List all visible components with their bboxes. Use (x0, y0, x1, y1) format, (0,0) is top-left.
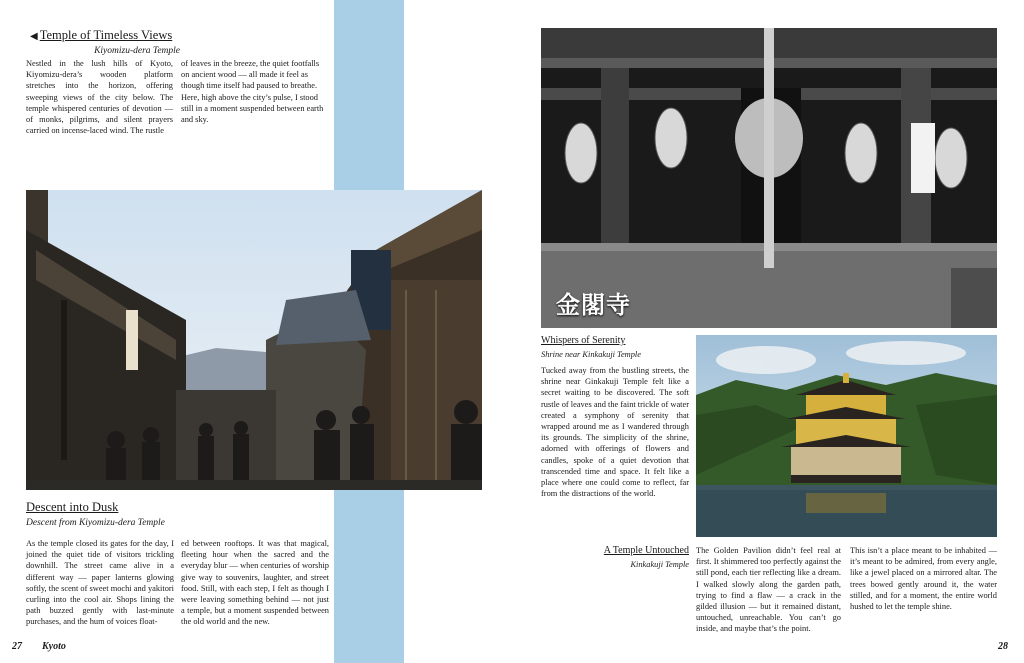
back-arrow-icon[interactable]: ◀ (30, 31, 38, 42)
section3-header (541, 335, 691, 361)
section2-col2 (181, 538, 329, 628)
section4-col2 (850, 545, 997, 612)
section3-subtitle: Shrine near Kinkakuji Temple (541, 350, 641, 359)
section1-title: Temple of Timeless Views (39, 28, 173, 42)
golden-pavilion-photo (696, 335, 997, 537)
section1-title-row[interactable] (30, 28, 180, 44)
shrine-photo (541, 28, 997, 328)
section3-body-text: Tucked away from the bustling streets, the shrine near Ginkakuji Temple felt like a secret waiting to be discovered. The soft rustle of leaves and the faint trickle of water created a symphony of serenity that wrapped around me as I wandered through its grounds. The simplicity of the shrine, adorned with offerings of flowers and candles, spoke of a quiet devotion that transcended time and space. It felt like a place where one could come to reflect, far from the distractions of the world. (541, 366, 689, 499)
section3-title: Whispers of Serenity (541, 335, 626, 346)
section2-header (26, 500, 226, 529)
right-page-number: 28 (998, 641, 1008, 652)
street-dusk-illustration (26, 190, 482, 490)
golden-pavilion-illustration (696, 335, 997, 537)
section4-subtitle: Kinkakuji Temple (630, 560, 689, 569)
section1-subtitle: Kiyomizu-dera Temple (94, 46, 180, 56)
shrine-photo-overlay-text: 金閣寺 (556, 291, 631, 319)
section1-col1 (26, 58, 173, 136)
shrine-lanterns-illustration (541, 28, 997, 328)
section2-col1 (26, 538, 174, 628)
left-page-number: 27 (12, 641, 22, 652)
section4-col1-text: The Golden Pavilion didn’t feel real at first. It shimmered too perfectly against the still pond, each tier reflecting like a dream. I walked slowly along the garden path, trying to find a flaw — a crack in the gilded illusion — but it remained distant, untouched, unreachable. You can’t go inside, and maybe that’s the point. (696, 546, 841, 634)
section1-col2-text: of leaves in the breeze, the quiet footfalls on ancient wood — all made it feel as though time itself had paused to breathe. Here, high above the city’s pulse, I stood still in a moment suspended between earth and sky. (181, 59, 324, 125)
section2-title: Descent into Dusk (26, 500, 119, 514)
section4-col1 (696, 545, 841, 635)
section3-body (541, 365, 689, 499)
section4-title: A Temple Untouched (603, 545, 689, 556)
section2-col2-text: ed between rooftops. It was that magical, fleeting hour when the sacred and the everyday blur — when centuries of worship give way to souvenirs, laughter, and street food. Still, with each step, I felt as though I were leaving something behind — not just a temple, but a moment suspended between the old world and the new. (181, 539, 329, 627)
section2-col1-text: As the temple closed its gates for the day, I joined the quiet tide of visitors trickling downhill. The street came alive in a different way — paper lanterns glowing softly, the scent of sweet mochi and yakitori curling into the cool air. Shops lining the path buzzed gently with last-minute purchases, and the hum of voices float- (26, 539, 174, 627)
section4-header (580, 545, 689, 571)
section1-col2 (181, 58, 328, 125)
section2-subtitle: Descent from Kiyomizu-dera Temple (26, 518, 165, 528)
section1-col1-text: Nestled in the lush hills of Kyoto, Kiyomizu-dera’s wooden platform stretches into the horizon, offering sweeping views of the city below. The temple whispered centuries of devotion — of monks, pilgrims, and silent prayers carried on incense-laced wind. The rustle (26, 59, 173, 136)
left-page-label: Kyoto (42, 641, 66, 652)
section1-header (30, 28, 180, 57)
section4-col2-text: This isn’t a place meant to be inhabited — it’s meant to be admired, from every angle, like a jewel placed on a mirrored altar. The trees bowed gently around it, the water stilled, and for a moment, the entire world hushed to let the temple shine. (850, 546, 997, 612)
street-dusk-photo (26, 190, 482, 490)
